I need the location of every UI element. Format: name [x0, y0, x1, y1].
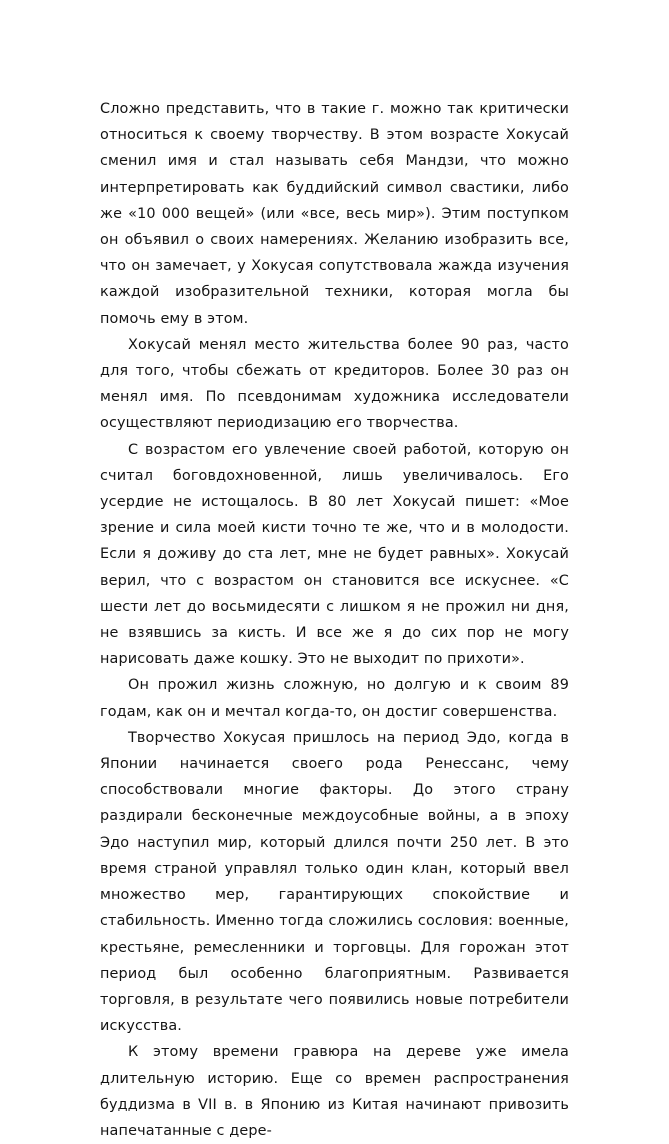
- page-body: [100, 96, 569, 1144]
- paragraph: Сложно представить, что в такие г. можно так критически относиться к своему творчеству. В этом возрасте Хокусай сменил имя и стал называть себя Мандзи, что можно интерпретировать как буддийский символ свастики, либо же «10 000 вещей» (или «все, весь мир»). Этим поступком он объявил о своих намерениях. Желанию изобразить все, что он замечает, у Хокусая сопутствовала жажда изучения каждой изобразительной техники, которая могла бы помочь ему в этом.: [100, 101, 569, 327]
- paragraph: Хокусай менял место жительства более 90 раз, часто для того, чтобы сбежать от кредиторов. Более 30 раз он менял имя. По псевдонимам художника исследователи осуществляют периодизацию его творчества.: [100, 336, 569, 432]
- paragraph: Он прожил жизнь сложную, но долгую и к своим 89 годам, как он и мечтал когда-то, он достиг совершенства.: [100, 677, 569, 720]
- paragraph: Творчество Хокусая пришлось на период Эдо, когда в Японии начинается своего рода Ренессанс, чему способствовали многие факторы. До этого страну раздирали бесконечные междоусобные войны, а в эпоху Эдо наступил мир, который длился почти 250 лет. В это время страной управлял только один клан, который ввел множество мер, гарантирующих спокойствие и стабильность. Именно тогда сложились сословия: военные, крестьяне, ремесленники и торговцы. Для горожан этот период был особенно благоприятным. Развивается торговля, в результате чего появились новые потребители искусства.: [100, 729, 569, 1035]
- paragraph: С возрастом его увлечение своей работой, которую он считал боговдохновенной, лишь увеличивалось. Его усердие не истощалось. В 80 лет Хокусай пишет: «Мое зрение и сила моей кисти точно те же, что и в молодости. Если я доживу до ста лет, мне не будет равных». Хокусай верил, что с возрастом он становится все искуснее. «С шести лет до восьмидесяти с лишком я не прожил ни дня, не взявшись за кисть. И все же я до сих пор не могу нарисовать даже кошку. Это не выходит по прихоти».: [100, 441, 569, 668]
- paragraph: К этому времени гравюра на дереве уже имела длительную историю. Еще со времен распространения буддизма в VII в. в Японию из Китая начинают привозить напечатанные с дере-: [100, 1044, 569, 1139]
